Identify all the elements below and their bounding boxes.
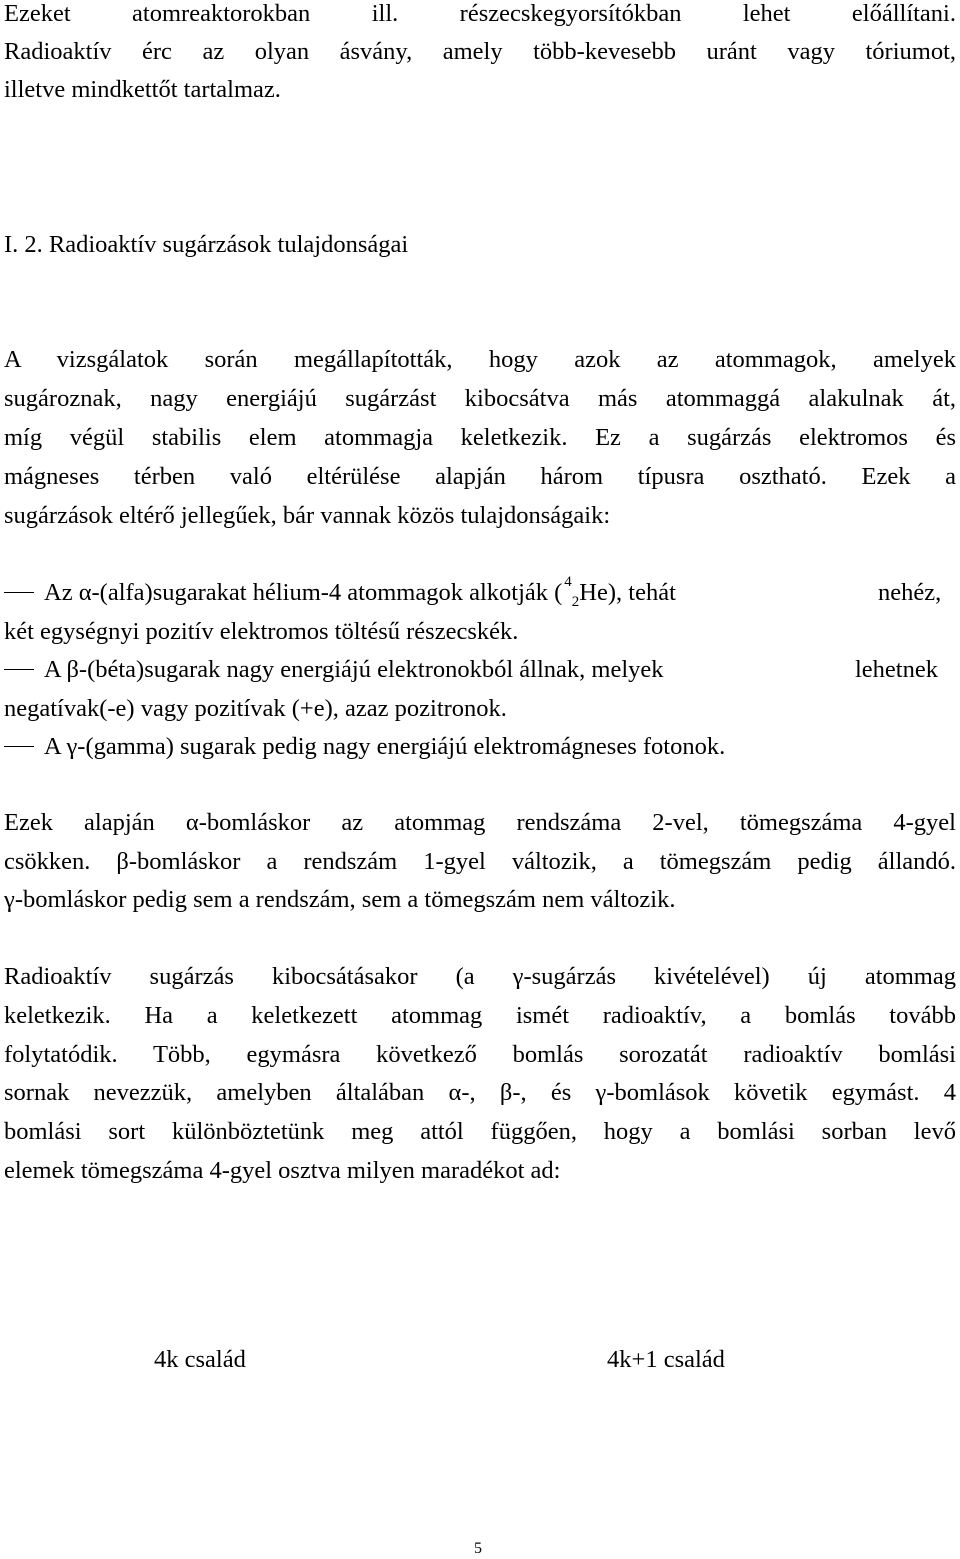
beta-item-end: lehetnek xyxy=(855,656,938,683)
paragraph-2-line-2: csökken. β-bomláskor a rendszám 1-gyel változik, a tömegszám pedig állandó. xyxy=(4,848,956,875)
paragraph-2-line-1: Ezek alapján α-bomláskor az atommag rendszáma 2-vel, tömegszáma 4-gyel xyxy=(4,809,956,836)
paragraph-1-line-3: míg végül stabilis elem atommagja keletkezik. Ez a sugárzás elektromos és xyxy=(4,424,956,451)
alpha-item xyxy=(4,573,956,616)
paragraph-3-line-1: Radioaktív sugárzás kibocsátásakor (a γ-sugárzás kivételével) új atommag xyxy=(4,963,956,990)
gamma-item xyxy=(4,727,956,766)
alpha-item-text: Az α-(alfa)sugarakat hélium-4 atommagok alkotják ( xyxy=(44,579,563,606)
paragraph-1-line-2: sugároznak, nagy energiájú sugárzást kibocsátva más atommaggá alakulnak át, xyxy=(4,385,956,412)
intro-line-3: illetve mindkettőt tartalmaz. xyxy=(4,76,281,103)
mass-number: 4 xyxy=(564,574,572,590)
paragraph-3-line-2: keletkezik. Ha a keletkezett atommag ismét radioaktív, a bomlás tovább xyxy=(4,1002,956,1029)
intro-line-1: Ezeket atomreaktorokban ill. részecskegyorsítókban lehet előállítani. xyxy=(4,0,956,27)
paragraph-3-line-3: folytatódik. Több, egymásra következő bomlás sorozatát radioaktív bomlási xyxy=(4,1041,956,1068)
em-dash xyxy=(4,746,34,748)
element-symbol: He xyxy=(579,579,608,606)
family-4k-plus-1: 4k+1 család xyxy=(607,1346,725,1373)
page-number: 5 xyxy=(474,1540,482,1557)
alpha-item-text-after: ), tehát xyxy=(607,579,676,606)
atomic-number: 2 xyxy=(571,594,580,610)
em-dash xyxy=(4,592,34,594)
beta-item xyxy=(4,650,956,689)
intro-line-2: Radioaktív érc az olyan ásvány, amely több-kevesebb uránt vagy tóriumot, xyxy=(4,38,956,65)
beta-item-text: A β-(béta)sugarak nagy energiájú elektronokból állnak, melyek xyxy=(44,656,664,683)
em-dash xyxy=(4,669,34,671)
beta-item-line-2: negatívak(-e) vagy pozitívak (+e), azaz pozitronok. xyxy=(4,695,507,722)
paragraph-1-line-4: mágneses térben való eltérülése alapján három típusra osztható. Ezek a xyxy=(4,463,956,490)
paragraph-3-line-6: elemek tömegszáma 4-gyel osztva milyen maradékot ad: xyxy=(4,1157,561,1184)
paragraph-1-line-5: sugárzások eltérő jellegűek, bár vannak közös tulajdonságaik: xyxy=(4,502,611,529)
gamma-item-text: A γ-(gamma) sugarak pedig nagy energiájú elektromágneses fotonok. xyxy=(44,733,726,760)
paragraph-3-line-5: bomlási sort különböztetünk meg attól függően, hogy a bomlási sorban levő xyxy=(4,1118,956,1145)
alpha-item-line-2: két egységnyi pozitív elektromos töltésű részecskék. xyxy=(4,618,519,645)
paragraph-1-line-1: A vizsgálatok során megállapították, hogy azok az atommagok, amelyek xyxy=(4,346,956,373)
paragraph-3-line-4: sornak nevezzük, amelyben általában α-, β-, és γ-bomlások követik egymást. 4 xyxy=(4,1079,956,1106)
paragraph-2-line-3: γ-bomláskor pedig sem a rendszám, sem a tömegszám nem változik. xyxy=(4,886,676,913)
family-4k: 4k család xyxy=(154,1346,246,1373)
section-heading: I. 2. Radioaktív sugárzások tulajdonságai xyxy=(4,231,409,258)
alpha-item-end: nehéz, xyxy=(878,579,942,606)
